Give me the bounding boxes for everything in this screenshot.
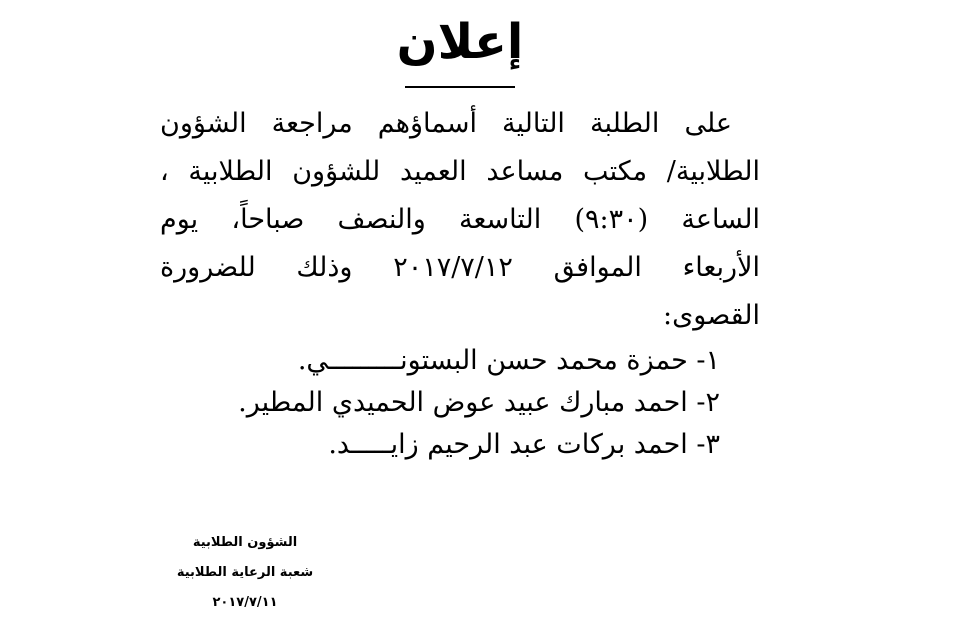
issue-date: ٢٠١٧/٧/١١ — [212, 595, 278, 610]
body-line: الطلابية/ مكتب مساعد العميد للشؤون الطلابية ، — [160, 156, 760, 187]
signature-block — [160, 528, 330, 618]
body-line: القصوى: — [663, 300, 760, 331]
student-name-item: ١- حمزة محمد حسن البستونـــــــــي. — [297, 345, 720, 376]
section-name: شعبة الرعاية الطلابية — [176, 565, 314, 580]
student-name-item: ٣- احمد بركات عبد الرحيم زايـــــد. — [328, 429, 720, 460]
announcement-title: إعلان — [396, 14, 524, 70]
student-name-item: ٢- احمد مبارك عبيد عوض الحميدي المطير. — [238, 387, 720, 418]
announcement-body — [160, 100, 760, 340]
student-names-list — [200, 340, 720, 466]
office-name: الشؤون الطلابية — [192, 535, 298, 550]
title-underline — [405, 86, 515, 88]
body-line: الساعة (٩:٣٠) التاسعة والنصف صباحاً، يوم — [160, 204, 760, 235]
body-line: على الطلبة التالية أسماؤهم مراجعة الشؤون — [160, 108, 732, 139]
body-line: الأربعاء الموافق ٢٠١٧/٧/١٢ وذلك للضرورة — [160, 252, 760, 283]
